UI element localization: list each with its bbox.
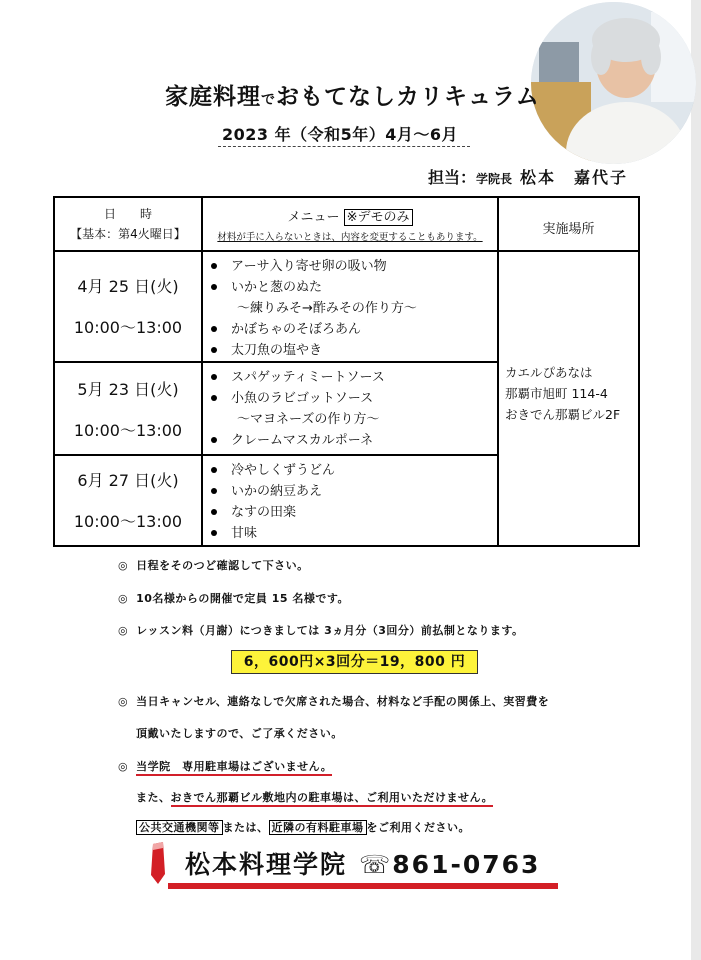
menu-item: 太刀魚の塩やき — [207, 340, 497, 361]
note-mark: ◎ — [118, 559, 129, 572]
place-line3: おきでん那覇ビル2F — [505, 407, 621, 422]
pencil-icon — [150, 842, 166, 884]
school-phone: ☏861-0763 — [359, 850, 541, 879]
note-transport — [136, 819, 470, 835]
date-cell — [54, 362, 202, 455]
note-text: 当日キャンセル、連絡なしで欠席された場合、材料など手配の関係上、実習費を — [136, 695, 550, 708]
menu-cell — [202, 455, 498, 546]
date-cell — [54, 455, 202, 546]
table-row — [54, 251, 639, 362]
teacher-info — [428, 165, 628, 188]
place-line1: カエルぴあなは — [505, 365, 593, 380]
header-place: 実施場所 — [498, 197, 639, 251]
footer-red-underline — [168, 883, 558, 889]
teacher-name: 松本 嘉代子 — [520, 168, 629, 187]
note-text: レッスン料（月謝）につきましては 3ヵ月分（3回分）前払制となります。 — [136, 624, 524, 637]
menu-item: クレームマスカルポーネ — [207, 430, 497, 451]
school-name: 松本料理学院 — [185, 850, 348, 879]
menu-item: 甘味 — [207, 523, 497, 544]
menu-item-sub: ～マヨネーズの作り方～ — [237, 412, 380, 427]
header-menu-label: メニュー — [287, 210, 340, 225]
teacher-photo-illustration — [531, 2, 696, 164]
session-date: 5月 23 日(火) — [77, 380, 179, 399]
schedule-table — [53, 196, 640, 547]
date-cell — [54, 251, 202, 362]
note-mark: ◎ — [118, 624, 129, 637]
place-line2: 那覇市旭町 114-4 — [505, 386, 608, 401]
place-cell — [498, 251, 639, 546]
header-date — [54, 197, 202, 251]
note-cancel-cont: 頂戴いたしますので、ご了承ください。 — [136, 727, 343, 740]
header-date-label: 日 時 — [103, 207, 152, 221]
page-title — [165, 78, 540, 111]
note-parking — [118, 758, 332, 774]
teacher-photo — [531, 2, 696, 164]
header-menu-demo: ※デモのみ — [344, 209, 413, 226]
note-schedule — [118, 557, 309, 573]
note-text: 当学院 専用駐車場はございません。 — [136, 760, 332, 776]
session-date: 6月 27 日(火) — [77, 471, 179, 490]
title-part2: で — [261, 92, 276, 108]
session-time: 10:00～13:00 — [73, 512, 183, 531]
menu-item: なすの田楽 — [207, 502, 497, 523]
school-footer — [185, 845, 540, 881]
course-period: 2023 年（令和5年）4月～6月 — [222, 125, 459, 144]
note-boxed: 公共交通機関等 — [136, 820, 223, 835]
session-time: 10:00～13:00 — [73, 318, 183, 337]
menu-item: スパゲッティミートソース — [207, 367, 497, 388]
note-fee — [118, 622, 524, 638]
page-edge — [691, 0, 701, 960]
session-time: 10:00～13:00 — [73, 421, 183, 440]
menu-item: 小魚のラビゴットソース — [207, 388, 497, 409]
note-text: をご利用ください。 — [366, 821, 470, 834]
header-date-basis: 【基本：第4火曜日】 — [70, 227, 186, 241]
period-underline — [218, 146, 470, 147]
note-mark: ◎ — [118, 592, 129, 605]
note-capacity — [118, 590, 349, 606]
header-menu — [202, 197, 498, 251]
menu-item: いかの納豆あえ — [207, 481, 497, 502]
note-mark: ◎ — [118, 760, 129, 773]
note-mark: ◎ — [118, 695, 129, 708]
table-header-row — [54, 197, 639, 251]
menu-item: いかと葱のぬた — [207, 277, 497, 298]
menu-item-sub: ～練りみそ→酢みその作り方～ — [237, 301, 417, 316]
note-text: また、 — [136, 791, 171, 804]
menu-item: かぼちゃのそぼろあん — [207, 319, 497, 340]
menu-item: 冷やしくずうどん — [207, 460, 497, 481]
teacher-label: 担当： — [428, 168, 477, 187]
note-text-underlined: おきでん那覇ビル敷地内の駐車場は、ご利用いただけません。 — [171, 791, 494, 807]
menu-item: アーサ入り寄せ卵の吸い物 — [207, 256, 497, 277]
note-parking-cont — [136, 789, 493, 805]
title-part1: 家庭料理 — [165, 84, 261, 110]
fee-highlight: 6，600円×3回分＝19，800 円 — [231, 650, 478, 674]
menu-cell — [202, 362, 498, 455]
session-date: 4月 25 日(火) — [77, 277, 179, 296]
note-cancel — [118, 693, 549, 709]
menu-cell — [202, 251, 498, 362]
note-text: 日程をそのつど確認して下さい。 — [136, 559, 309, 572]
header-menu-note: 材料が手に入らないときは、内容を変更することもあります。 — [217, 232, 483, 243]
teacher-role: 学院長 — [476, 172, 513, 186]
note-text: または、 — [222, 821, 269, 834]
note-boxed: 近隣の有料駐車場 — [269, 820, 367, 835]
note-text: 10名様からの開催で定員 15 名様です。 — [136, 592, 350, 605]
title-part3: おもてなしカリキュラム — [276, 84, 540, 110]
